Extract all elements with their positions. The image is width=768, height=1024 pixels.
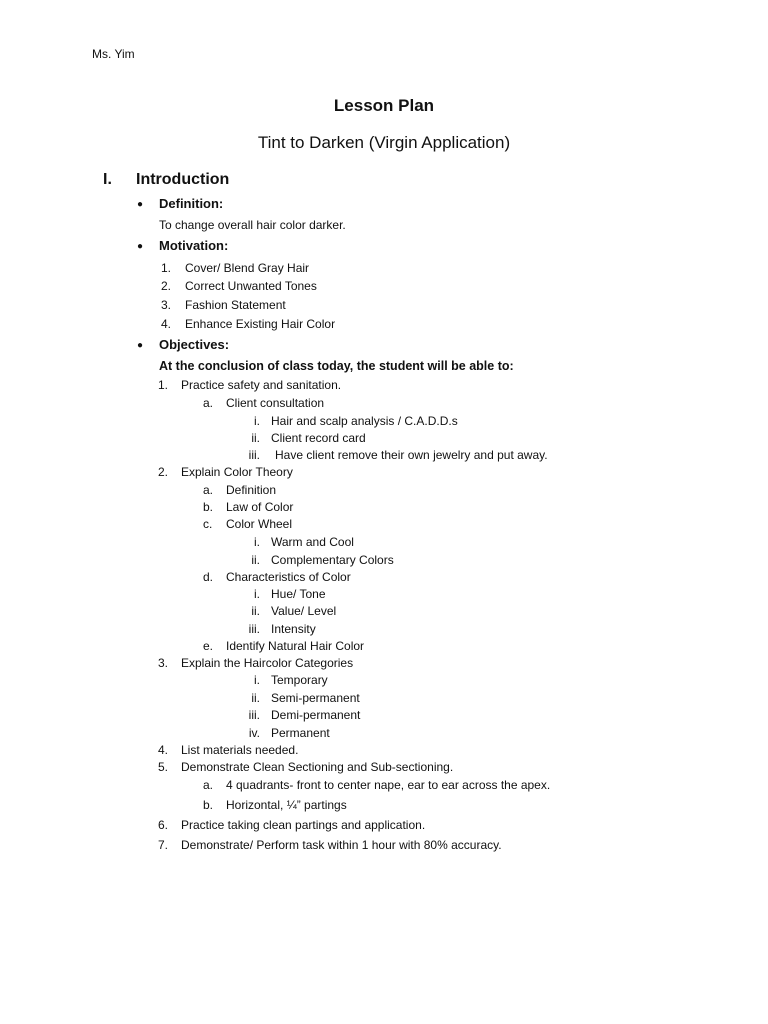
list-item: Semi-permanent	[271, 691, 360, 705]
list-number: 6.	[158, 818, 169, 832]
list-letter: a.	[203, 396, 214, 410]
list-item: Enhance Existing Hair Color	[185, 317, 336, 331]
list-number: 7.	[158, 838, 169, 852]
document-title: Lesson Plan	[333, 96, 435, 115]
list-item: Warm and Cool	[271, 535, 354, 549]
list-number: 4.	[158, 743, 169, 757]
section-number: I.	[103, 171, 112, 188]
list-item: Hair and scalp analysis / C.A.D.D.s	[271, 414, 458, 428]
list-roman: iii.	[248, 622, 260, 636]
document-subtitle: Tint to Darken (Virgin Application)	[257, 133, 511, 152]
list-letter: e.	[203, 639, 214, 653]
list-item: Demonstrate/ Perform task within 1 hour with 80% accuracy.	[181, 838, 502, 852]
list-item: Practice safety and sanitation.	[181, 378, 342, 392]
list-roman: i.	[254, 587, 260, 601]
list-roman: iv.	[248, 726, 260, 740]
list-number: 3.	[158, 656, 169, 670]
list-item: Client consultation	[226, 396, 325, 410]
objectives-label: Objectives:	[159, 337, 230, 352]
definition-label: Definition:	[159, 196, 224, 211]
list-roman: ii.	[251, 691, 260, 705]
list-item: Practice taking clean partings and application.	[181, 818, 426, 832]
list-number: 3.	[161, 298, 172, 312]
list-letter: c.	[203, 517, 213, 531]
list-item: 4 quadrants- front to center nape, ear to ear across the apex.	[226, 778, 551, 792]
list-number: 2.	[158, 465, 169, 479]
list-item: Cover/ Blend Gray Hair	[185, 261, 310, 275]
list-letter: a.	[203, 778, 214, 792]
list-number: 4.	[161, 317, 172, 331]
list-item: Complementary Colors	[271, 553, 394, 567]
motivation-label: Motivation:	[159, 238, 229, 253]
list-letter: b.	[203, 500, 214, 514]
section-title: Introduction	[136, 171, 230, 188]
definition-text: To change overall hair color darker.	[159, 218, 346, 232]
list-roman: ii.	[251, 604, 260, 618]
list-number: 1.	[161, 261, 172, 275]
list-item: Temporary	[271, 673, 328, 687]
bullet-icon: ●	[137, 241, 144, 252]
list-item: Demonstrate Clean Sectioning and Sub-sectioning.	[181, 760, 454, 774]
list-roman: iii.	[248, 448, 260, 462]
list-item: Law of Color	[226, 500, 294, 514]
list-item: Permanent	[271, 726, 330, 740]
list-letter: b.	[203, 798, 214, 812]
list-item: Client record card	[271, 431, 366, 445]
list-letter: d.	[203, 570, 214, 584]
list-roman: ii.	[251, 553, 260, 567]
list-item: Definition	[226, 483, 277, 497]
list-item: Horizontal, ¼” partings	[226, 798, 347, 812]
list-item: Characteristics of Color	[226, 570, 351, 584]
bullet-icon: ●	[137, 340, 144, 351]
list-roman: i.	[254, 535, 260, 549]
list-item: Identify Natural Hair Color	[226, 639, 365, 653]
list-letter: a.	[203, 483, 214, 497]
list-item: Hue/ Tone	[271, 587, 326, 601]
list-item: Correct Unwanted Tones	[185, 279, 317, 293]
list-number: 2.	[161, 279, 172, 293]
list-item: List materials needed.	[181, 743, 299, 757]
list-item: Explain the Haircolor Categories	[181, 656, 354, 670]
list-roman: ii.	[251, 431, 260, 445]
list-roman: iii.	[248, 708, 260, 722]
list-item: Color Wheel	[226, 517, 293, 531]
list-number: 1.	[158, 378, 169, 392]
list-item: Fashion Statement	[185, 298, 286, 312]
author-name: Ms. Yim	[92, 47, 135, 61]
list-item: Value/ Level	[271, 604, 337, 618]
list-item: Demi-permanent	[271, 708, 361, 722]
bullet-icon: ●	[137, 199, 144, 210]
list-number: 5.	[158, 760, 169, 774]
list-roman: i.	[254, 414, 260, 428]
list-roman: i.	[254, 673, 260, 687]
list-item: Explain Color Theory	[181, 465, 293, 479]
list-item: Intensity	[271, 622, 316, 636]
objectives-intro: At the conclusion of class today, the student will be able to:	[159, 359, 514, 373]
list-item: Have client remove their own jewelry and put away.	[275, 448, 548, 462]
